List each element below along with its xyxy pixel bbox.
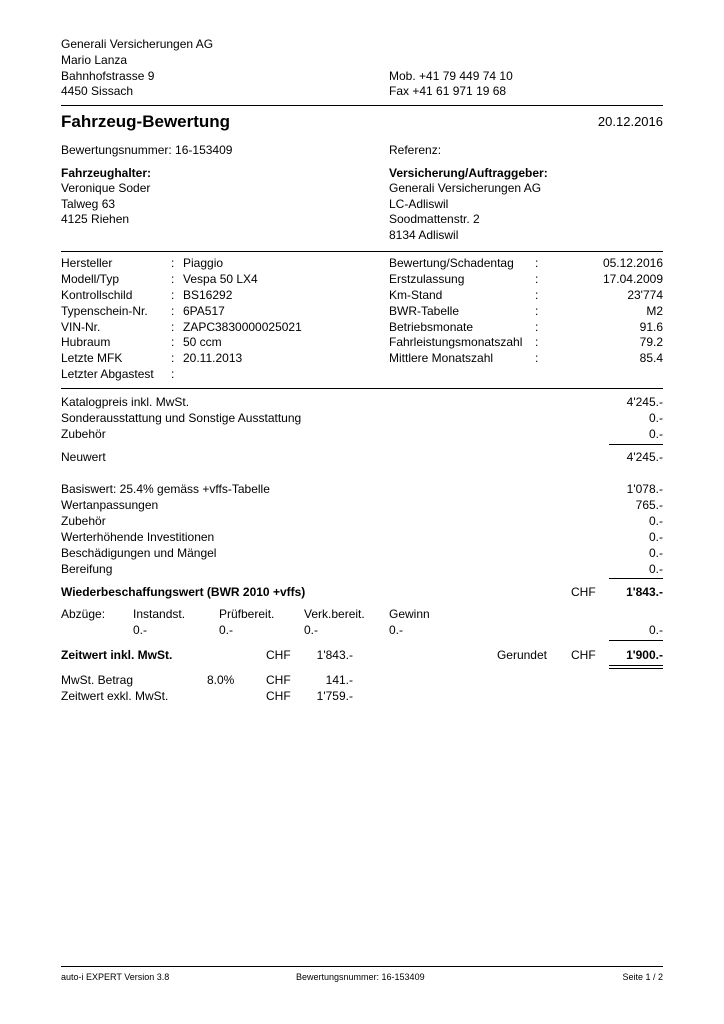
zeitwert-value: 1'843.- — [316, 648, 353, 662]
footer-evaluation-number: Bewertungsnummer: 16-153409 — [296, 972, 425, 982]
evaluation-value: 91.6 — [639, 320, 663, 334]
deduction-value: 0.- — [304, 623, 319, 637]
holder-line: Veronique Soder — [61, 181, 151, 195]
price-value: 0.- — [648, 427, 663, 441]
evaluation-number: Bewertungsnummer: 16-153409 — [61, 143, 233, 157]
header-divider — [61, 105, 663, 106]
vehicle-label: Modell/Typ — [61, 272, 120, 286]
adjustment-label: Wertanpassungen — [61, 498, 159, 512]
vehicle-value: Vespa 50 LX4 — [183, 272, 258, 286]
evaluation-value: 23'774 — [627, 288, 663, 302]
adjustment-value: 0.- — [648, 514, 663, 528]
footer-divider — [61, 966, 663, 967]
sender-company: Generali Versicherungen AG — [61, 37, 214, 51]
price-value: 0.- — [648, 411, 663, 425]
adjustment-value: 0.- — [648, 546, 663, 560]
sender-street: Bahnhofstrasse 9 — [61, 69, 155, 83]
colon: : — [171, 367, 175, 381]
vat-value: 141.- — [325, 673, 353, 687]
sum-line — [609, 578, 663, 579]
insurer-label: Versicherung/Auftraggeber: — [389, 166, 548, 180]
vehicle-label: Letzter Abgastest — [61, 367, 154, 381]
adjustment-label: Basiswert: 25.4% gemäss +vffs-Tabelle — [61, 482, 270, 496]
sender-name: Mario Lanza — [61, 53, 128, 67]
colon: : — [171, 256, 175, 270]
deduction-value: 0.- — [219, 623, 234, 637]
evaluation-value: 85.4 — [639, 351, 663, 365]
deductions-total: 0.- — [648, 623, 663, 637]
deduction-value: 0.- — [389, 623, 404, 637]
vehicle-label: Typenschein-Nr. — [61, 304, 148, 318]
neuwert-label: Neuwert — [61, 450, 106, 464]
evaluation-label: Km-Stand — [389, 288, 443, 302]
colon: : — [171, 272, 175, 286]
holder-label: Fahrzeughalter: — [61, 166, 152, 180]
insurer-line: Soodmattenstr. 2 — [389, 212, 480, 226]
price-value: 4'245.- — [626, 395, 663, 409]
adjustment-value: 0.- — [648, 530, 663, 544]
vat-rate: 8.0% — [207, 673, 235, 687]
adjustment-value: 0.- — [648, 562, 663, 576]
colon: : — [535, 351, 539, 365]
replacement-value: 1'843.- — [626, 585, 663, 599]
double-underline — [609, 665, 663, 666]
vehicle-label: Hersteller — [61, 256, 113, 270]
section-divider — [61, 388, 663, 389]
footer-software: auto-i EXPERT Version 3.8 — [61, 972, 170, 982]
colon: : — [535, 256, 539, 270]
insurer-line: LC-Adliswil — [389, 197, 449, 211]
replacement-currency: CHF — [571, 585, 596, 599]
evaluation-label: Erstzulassung — [389, 272, 465, 286]
deductions-label: Abzüge: — [61, 607, 106, 621]
vehicle-label: Kontrollschild — [61, 288, 133, 302]
deduction-label: Prüfbereit. — [219, 607, 275, 621]
net-label: Zeitwert exkl. MwSt. — [61, 689, 169, 703]
section-divider — [61, 251, 663, 252]
rounded-label: Gerundet — [496, 648, 547, 662]
colon: : — [171, 335, 175, 349]
price-label: Katalogpreis inkl. MwSt. — [61, 395, 190, 409]
vehicle-value: 20.11.2013 — [183, 351, 243, 365]
colon: : — [171, 304, 175, 318]
evaluation-value: 05.12.2016 — [602, 256, 663, 270]
sum-line — [609, 640, 663, 641]
adjustment-value: 765.- — [635, 498, 663, 512]
vehicle-label: VIN-Nr. — [61, 320, 101, 334]
deduction-label: Instandst. — [133, 607, 186, 621]
colon: : — [535, 304, 539, 318]
deduction-label: Verk.bereit. — [304, 607, 365, 621]
zeitwert-currency: CHF — [266, 648, 291, 662]
vehicle-label: Hubraum — [61, 335, 111, 349]
zeitwert-label: Zeitwert inkl. MwSt. — [61, 648, 173, 662]
colon: : — [171, 288, 175, 302]
insurer-line: 8134 Adliswil — [389, 228, 459, 242]
colon: : — [171, 351, 175, 365]
adjustment-value: 1'078.- — [626, 482, 663, 496]
adjustment-label: Zubehör — [61, 514, 106, 528]
adjustment-label: Bereifung — [61, 562, 113, 576]
vehicle-value: Piaggio — [183, 256, 224, 270]
adjustment-label: Beschädigungen und Mängel — [61, 546, 217, 560]
vat-label: MwSt. Betrag — [61, 673, 134, 687]
insurer-line: Generali Versicherungen AG — [389, 181, 542, 195]
evaluation-value: 17.04.2009 — [602, 272, 663, 286]
evaluation-label: BWR-Tabelle — [389, 304, 460, 318]
evaluation-label: Mittlere Monatszahl — [389, 351, 494, 365]
colon: : — [535, 288, 539, 302]
adjustment-label: Werterhöhende Investitionen — [61, 530, 215, 544]
document-date: 20.12.2016 — [597, 114, 663, 129]
vehicle-value: ZAPC3830000025021 — [183, 320, 302, 334]
deduction-label: Gewinn — [389, 607, 430, 621]
sum-line — [609, 444, 663, 445]
evaluation-label: Bewertung/Schadentag — [389, 256, 514, 270]
neuwert-value: 4'245.- — [626, 450, 663, 464]
price-label: Sonderausstattung und Sonstige Ausstattung — [61, 411, 302, 425]
colon: : — [171, 320, 175, 334]
evaluation-value: M2 — [646, 304, 663, 318]
footer-page-number: Seite 1 / 2 — [622, 972, 663, 982]
evaluation-label: Fahrleistungsmonatszahl — [389, 335, 523, 349]
vehicle-label: Letzte MFK — [61, 351, 123, 365]
vehicle-value: 6PA517 — [183, 304, 225, 318]
holder-line: Talweg 63 — [61, 197, 116, 211]
vehicle-value: BS16292 — [183, 288, 233, 302]
sender-fax: Fax +41 61 971 19 68 — [389, 84, 507, 98]
sender-city: 4450 Sissach — [61, 84, 134, 98]
colon: : — [535, 320, 539, 334]
evaluation-label: Betriebsmonate — [389, 320, 474, 334]
sender-mobile: Mob. +41 79 449 74 10 — [389, 69, 513, 83]
holder-line: 4125 Riehen — [61, 212, 130, 226]
page-title: Fahrzeug-Bewertung — [61, 112, 231, 131]
rounded-currency: CHF — [571, 648, 596, 662]
vat-currency: CHF — [266, 673, 291, 687]
net-currency: CHF — [266, 689, 291, 703]
deduction-value: 0.- — [133, 623, 148, 637]
reference-label: Referenz: — [389, 143, 442, 157]
vehicle-value: 50 ccm — [183, 335, 222, 349]
net-value: 1'759.- — [316, 689, 353, 703]
double-underline — [609, 668, 663, 669]
colon: : — [535, 335, 539, 349]
replacement-label: Wiederbeschaffungswert (BWR 2010 +vffs) — [61, 585, 306, 599]
price-label: Zubehör — [61, 427, 106, 441]
rounded-value: 1'900.- — [626, 648, 663, 662]
evaluation-value: 79.2 — [639, 335, 663, 349]
colon: : — [535, 272, 539, 286]
